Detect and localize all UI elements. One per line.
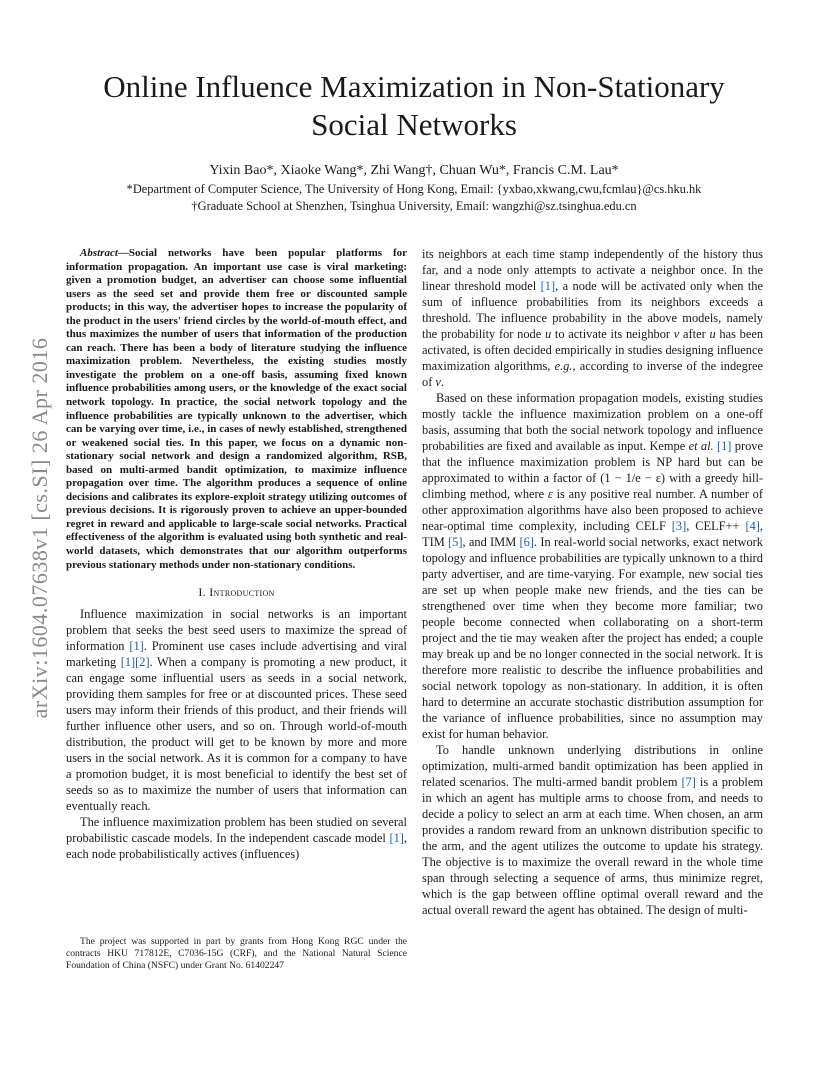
citation-link[interactable]: [6]	[519, 535, 534, 549]
text-run: , according to inverse of the indegree of	[422, 359, 763, 389]
citation-link[interactable]: [4]	[745, 519, 760, 533]
math-var: ε	[547, 487, 553, 501]
citation-link[interactable]: [1]	[540, 279, 556, 293]
text-run: The influence maximization problem has been studied on several probabilistic cascade models. In the independent cascade model	[66, 815, 407, 846]
section-title: Introduction	[209, 585, 275, 600]
text-run: is any positive real number. A number of other approximation algorithms have also been proposed to achieve near-optimal time complexity, including CELF	[422, 487, 763, 533]
abstract-text: —Social networks have been popular platforms for information propagation. An important use case is viral marketing: given a promotion budget, an advertiser can choose some influential users as the seed set and provide them free or discounted sample products; in this way, the advertiser hopes to increase the popularity of the product in the users' friend circles by the world-of-mouth effect, and thus maximizes the number of users that information of the production can reach. There has been a body of literature studying the influence maximization problem. Nevertheless, the existing studies mostly investigate the problem on a one-off basis, assuming fixed known influence probabilities among users, or the knowledge of the exact social network topology. In practice, the social network topology and the influence probabilities are typically unknown to the advertiser, which can be varying over time, i.e., in cases of newly established, strengthened or weakened social ties. In this paper, we focus on a dynamic non-stationary social network and design a randomized algorithm, RSB, based on multi-armed bandit optimization, to maximize influence propagation over time. The algorithm produces a sequence of online decisions and calibrates its explore-exploit strategy utilizing outcomes of previous decisions. It is rigorously proven to achieve an upper-bounded regret in reward and applicable to large-scale social networks. Practical effectiveness of the algorithm is evaluated using both synthetic and real-world datasets, which demonstrates that our algorithm outperforms previous stationary methods under non-stationary conditions.	[66, 247, 407, 571]
arxiv-id-text: arXiv:1604.07638v1 [cs.SI] 26 Apr 2016	[27, 337, 52, 719]
intro-paragraph-1	[66, 606, 407, 814]
author-list: Yixin Bao*, Xiaoke Wang*, Zhi Wang†, Chuan Wu*, Francis C.M. Lau*	[209, 163, 619, 178]
section-heading	[66, 584, 407, 600]
text-run: , TIM	[422, 519, 764, 549]
arxiv-identifier	[20, 298, 60, 758]
text-run: has been activated, is often decided empirically in studies designing influence maximization algorithms,	[422, 327, 764, 373]
affiliation-1: *Department of Computer Science, The University of Hong Kong, Email: {yxbao,xkwang,cwu,fcmlau}@cs.hku.hk	[126, 182, 702, 196]
abstract	[66, 247, 407, 572]
text-run: . In real-world social networks, exact network topology and influence probabilities are typically unknown to a third party advertiser, and are time-varying. For example, new social ties are set up when people make new friends, and the ties can be strengthened over time when they become more familiar; two people become connected when collaborating on a short-term project and the tie may weaken after the project has ended; a couple may break up and be no longer connected in the social network. It is therefore more realistic to describe the influence probabilities and social network topology as non-stationary. In addition, it is often hard to determine an accurate stochastic distribution assumption for the variance of influence probabilities, since no assumption may exist for human behavior.	[422, 535, 764, 741]
title-line-1: Online Influence Maximization in Non-Stationary	[103, 69, 725, 104]
citation-link[interactable]: [1]	[389, 831, 404, 846]
text-run: to activate its neighbor	[551, 327, 674, 341]
right-paragraph-2	[422, 390, 763, 742]
text-run: To handle unknown underlying distributions in online optimization, multi-armed bandit optimization has been applied in related scenarios. The multi-armed bandit problem	[422, 743, 763, 789]
emphasis: et al.	[688, 439, 714, 453]
citation-link[interactable]: [5]	[448, 535, 463, 549]
math-var: v	[435, 375, 441, 389]
right-column	[422, 246, 763, 918]
text-run: . Prominent use cases include advertising and viral marketing	[66, 639, 407, 670]
text-run: , CELF++	[686, 519, 746, 533]
text-run: with a greedy hill-climbing method, where	[422, 471, 764, 501]
title-line-2: Social Networks	[311, 107, 517, 142]
citation-link[interactable]: [1]	[129, 639, 144, 654]
text-run: is a problem in which an agent has multiple arms to choose from, and needs to decide a policy to select an arm at each time. When chosen, an arm provides a random reward from an unknown distribution specific to the arm, and the agent utilizes the outcome to update his strategy. The objective is to maximize the overall reward in the whole time span through selecting a sequence of arms, thus minimize regret, which is the gap between offline optimal overall reward and the actual overall reward the agent has obtained. The design of multi-	[422, 775, 763, 917]
text-run: after	[679, 327, 710, 341]
citation-link[interactable]: [7]	[681, 775, 696, 789]
left-column	[66, 247, 407, 862]
text-run: prove that the influence maximization problem is NP hard but can be approximated to within a factor of	[422, 439, 763, 485]
text-run: . When a company is promoting a new product, it can engage some influential users as seeds in a social network, providing them samples for free or at discounted prices. These seed users may inform their friends of this product, and their friends will further influence other users, and so on. Through world-of-mouth distribution, the product will get to be known by more and more users in the social network. As it is common for a company to have a promotion budget, it is most beneficial to identify the best set of seeds so as to maximize the number of users that information can eventually reach.	[66, 655, 407, 814]
formula: (1 − 1/e − ε)	[600, 471, 666, 485]
citation-link[interactable]: [1]	[716, 439, 732, 453]
text-run: .	[440, 375, 445, 389]
abstract-label: Abstract	[80, 247, 118, 259]
text-run: , and IMM	[462, 535, 520, 549]
footnote: The project was supported in part by grants from Hong Kong RGC under the contracts HKU 717812E, C7036-15G (CRF), and the National Natural Science Foundation of China (NSFC) under Grant No. 61402247	[66, 936, 407, 971]
section-number: I.	[198, 585, 206, 600]
text-run: , a node will be activated only when the sum of influence probabilities from its neighbors exceeds a threshold. The influence probability in the above models, namely the probability for node	[422, 279, 763, 341]
intro-paragraph-2	[66, 814, 407, 862]
right-paragraph-3	[422, 742, 763, 918]
text-run: Based on these information propagation models, existing studies mostly tackle the influence maximization problem on a one-off basis, assuming that both the social network topology and influence probabilities are fixed and available as input. Kempe	[422, 391, 763, 453]
paper-title	[60, 68, 768, 144]
citation-link[interactable]: [1][2]	[120, 655, 150, 670]
text-run: , each node probabilistically actives (influences)	[66, 831, 407, 862]
affiliation-2: †Graduate School at Shenzhen, Tsinghua University, Email: wangzhi@sz.tsinghua.edu.cn	[191, 199, 637, 213]
math-var: v	[673, 327, 680, 341]
right-paragraph-1	[422, 246, 763, 390]
text-run: its neighbors at each time stamp independently of the history thus far, and a node only attempts to activate a neighbor once. In the linear threshold model	[422, 247, 763, 293]
math-var: u	[709, 327, 716, 341]
emphasis: e.g.	[554, 359, 573, 373]
text-run: Influence maximization in social networks is an important problem that seeks the best seed users to maximize the spread of information	[66, 607, 407, 654]
citation-link[interactable]: [3]	[671, 519, 687, 533]
math-var: u	[544, 327, 552, 341]
